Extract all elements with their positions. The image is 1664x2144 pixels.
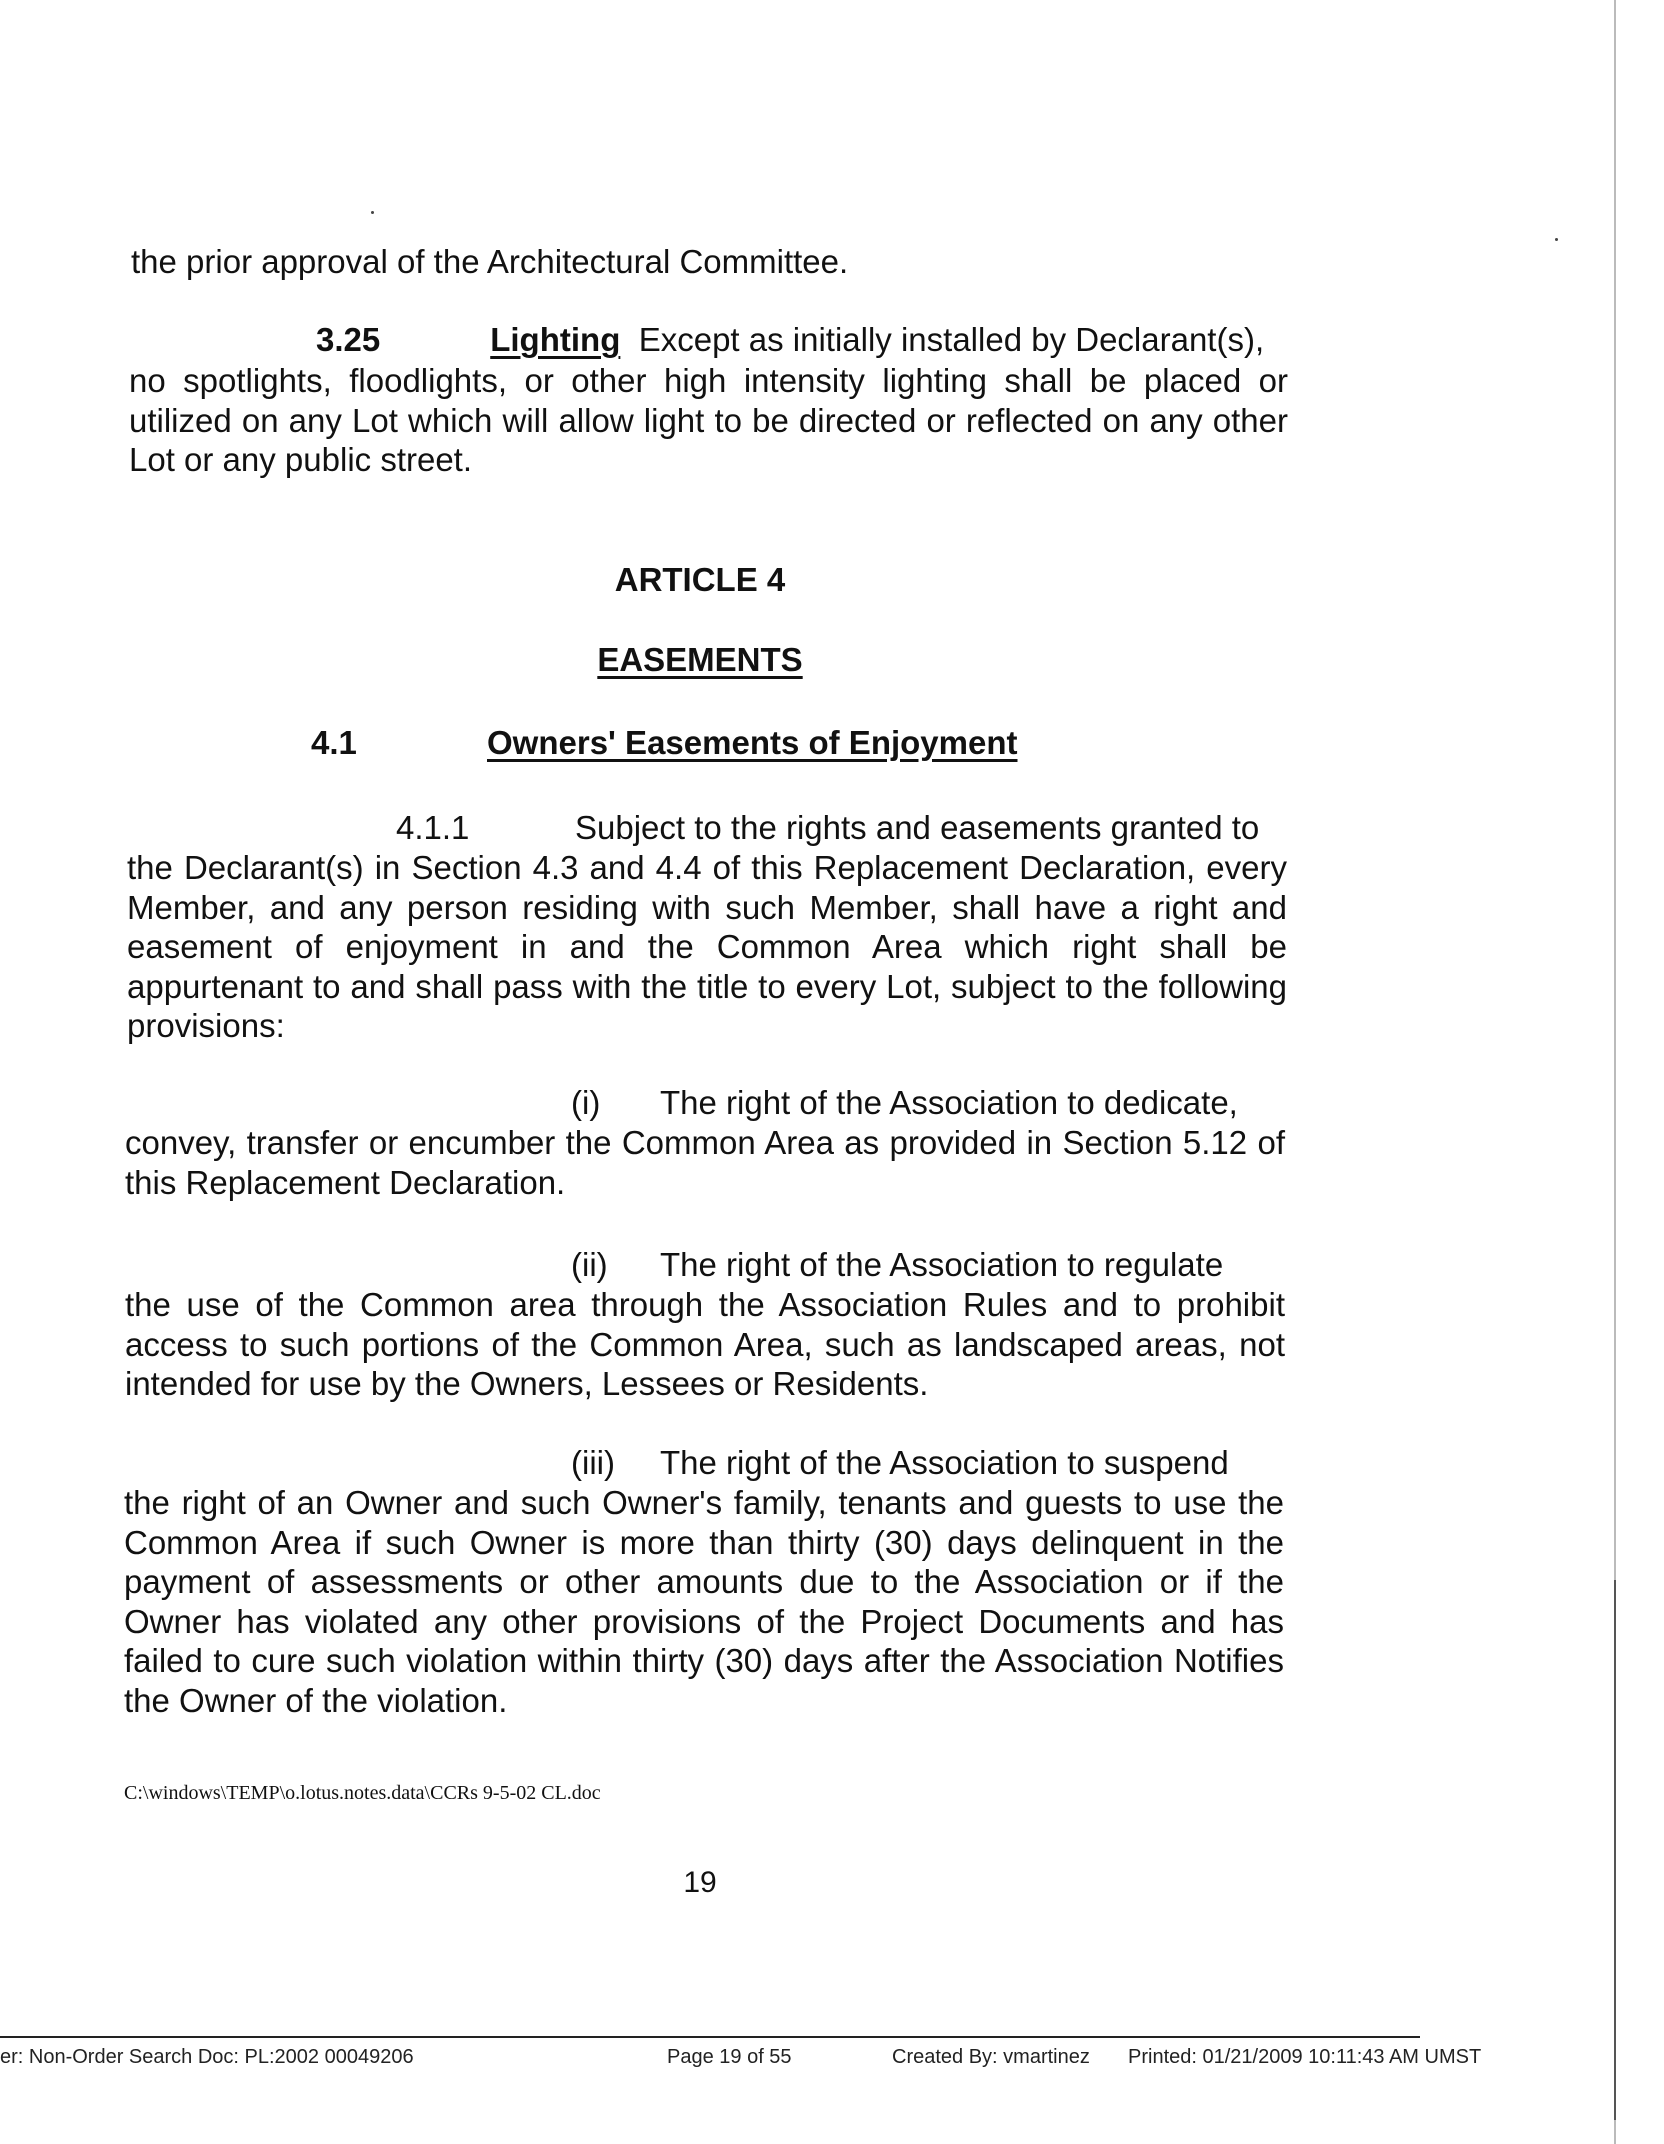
file-path: C:\windows\TEMP\o.lotus.notes.data\CCRs 9-5-02 CL.doc [124,1782,601,1804]
section-4-1-1-body: the Declarant(s) in Section 4.3 and 4.4 of this Replacement Declaration, every Member, and any person residing with such Member, shall have a right and easement of enjoyment in and the Common Area which right shall be appurtenant to and shall pass with the title to every Lot, subject to the following provisions: [127,849,1287,1044]
footer-divider [0,2036,1420,2038]
provision-i-label: (i) [571,1084,601,1121]
footer-printed: Printed: 01/21/2009 10:11:43 AM UMST [1128,2046,1482,2068]
provision-i-body: convey, transfer or encumber the Common Area as provided in Section 5.12 of this Replacement Declaration. [125,1124,1285,1201]
article-subtitle: EASEMENTS [597,641,803,678]
article-title: ARTICLE 4 [614,561,786,598]
section-4-1-1-first-line: Subject to the rights and easements granted to [575,809,1260,846]
footer-search-info: er: Non-Order Search Doc: PL:2002 00049206 [0,2046,414,2068]
provision-i-first-line: The right of the Association to dedicate, [660,1084,1238,1121]
provision-iii-label: (iii) [571,1444,615,1481]
footer-page-info: Page 19 of 55 [667,2046,792,2068]
section-number: 3.25 [316,321,381,358]
provision-ii-first-line: The right of the Association to regulate [660,1246,1224,1283]
intro-line: the prior approval of the Architectural Committee. [131,243,849,280]
section-heading: Lighting [490,321,621,358]
scan-speck [1555,238,1558,241]
provision-iii-body: the right of an Owner and such Owner's family, tenants and guests to use the Common Area if such Owner is more than thirty (30) days delinquent in the payment of assessments or other amounts due to the Association or if the Owner has violated any other provisions of the Project Documents and has failed to cure such violation within thirty (30) days after the Association Notifies the Owner of the violation. [124,1484,1284,1719]
section-3-25-body: no spotlights, floodlights, or other high intensity lighting shall be placed or utilized on any Lot which will allow light to be directed or reflected on any other Lot or any public street. [129,362,1288,478]
page-edge-line-dark [1614,1580,1616,2120]
section-text: Except as initially installed by Declarant(s), [638,321,1265,358]
provision-ii-body: the use of the Common area through the Association Rules and to prohibit access to such portions of the Common Area, such as landscaped areas, not intended for use by the Owners, Lessees or Residents. [125,1286,1285,1402]
scan-speck [371,211,374,214]
provision-iii-first-line: The right of the Association to suspend [660,1444,1229,1481]
section-4-1-heading: Owners' Easements of Enjoyment [487,724,1018,761]
page-number: 19 [683,1866,717,1899]
section-4-1-1-number: 4.1.1 [396,809,470,846]
section-4-1-number: 4.1 [311,724,357,761]
provision-ii-label: (ii) [571,1246,608,1283]
section-3-25-first-line [316,320,1264,360]
footer-created-by: Created By: vmartinez [892,2046,1090,2068]
